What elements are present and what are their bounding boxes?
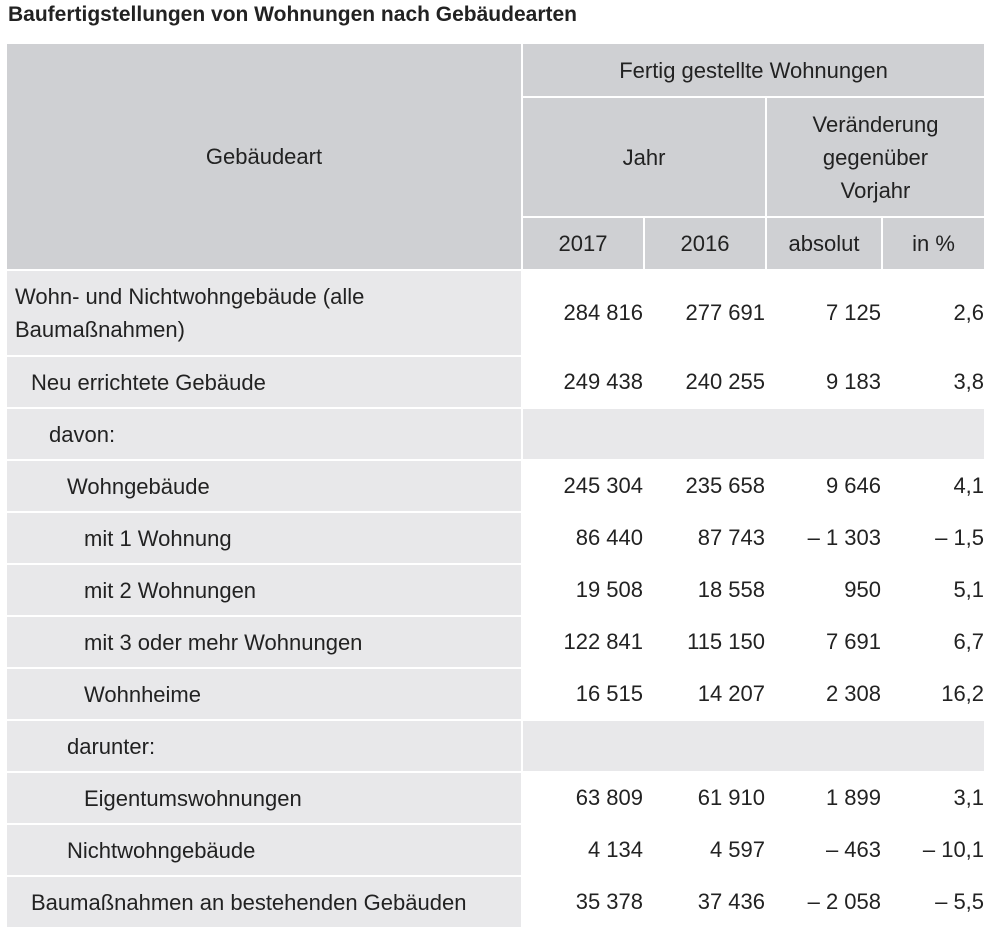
header-fertig-gestellte-wohnungen: Fertig gestellte Wohnungen — [523, 44, 984, 98]
cell-prozent: 3,1 — [883, 773, 984, 825]
cell-prozent: 16,2 — [883, 669, 984, 721]
header-2016: 2016 — [645, 218, 767, 271]
cell-2016: 61 910 — [645, 773, 767, 825]
section-row — [7, 721, 984, 773]
construction-table — [7, 44, 984, 929]
cell-absolut: – 2 058 — [767, 877, 883, 929]
cell-2016: 277 691 — [645, 271, 767, 357]
section-filler — [523, 721, 984, 773]
cell-absolut: 9 183 — [767, 357, 883, 409]
table-row — [7, 357, 984, 409]
cell-2016: 240 255 — [645, 357, 767, 409]
row-label: Wohn- und Nichtwohngebäude (alle Baumaßnahmen) — [7, 271, 523, 357]
cell-prozent: 6,7 — [883, 617, 984, 669]
cell-prozent: – 1,5 — [883, 513, 984, 565]
row-label: Eigentumswohnungen — [7, 773, 523, 825]
header-gebaeudeart: Gebäudeart — [7, 44, 523, 271]
cell-prozent: 4,1 — [883, 461, 984, 513]
section-label-darunter: darunter: — [7, 721, 523, 773]
cell-absolut: 7 125 — [767, 271, 883, 357]
cell-2016: 14 207 — [645, 669, 767, 721]
table-row — [7, 877, 984, 929]
cell-2017: 19 508 — [523, 565, 645, 617]
section-filler — [523, 409, 984, 461]
cell-absolut: 2 308 — [767, 669, 883, 721]
cell-absolut: – 463 — [767, 825, 883, 877]
table-row — [7, 773, 984, 825]
header-absolut: absolut — [767, 218, 883, 271]
cell-2017: 63 809 — [523, 773, 645, 825]
cell-prozent: 5,1 — [883, 565, 984, 617]
cell-absolut: – 1 303 — [767, 513, 883, 565]
row-label: mit 3 oder mehr Wohnungen — [7, 617, 523, 669]
section-row — [7, 409, 984, 461]
table-body — [7, 271, 984, 929]
table-row — [7, 513, 984, 565]
table-row — [7, 565, 984, 617]
cell-2017: 4 134 — [523, 825, 645, 877]
cell-2016: 235 658 — [645, 461, 767, 513]
cell-2016: 18 558 — [645, 565, 767, 617]
cell-prozent: – 5,5 — [883, 877, 984, 929]
row-label: Neu errichtete Gebäude — [7, 357, 523, 409]
cell-absolut: 7 691 — [767, 617, 883, 669]
cell-2016: 87 743 — [645, 513, 767, 565]
table-row — [7, 271, 984, 357]
header-2017: 2017 — [523, 218, 645, 271]
header-in-prozent: in % — [883, 218, 984, 271]
row-label: mit 2 Wohnungen — [7, 565, 523, 617]
header-veraenderung: Veränderung gegenüber Vorjahr — [767, 98, 984, 218]
cell-2017: 35 378 — [523, 877, 645, 929]
cell-2016: 4 597 — [645, 825, 767, 877]
row-label: Nichtwohngebäude — [7, 825, 523, 877]
row-label: mit 1 Wohnung — [7, 513, 523, 565]
cell-2017: 16 515 — [523, 669, 645, 721]
cell-prozent: 2,6 — [883, 271, 984, 357]
cell-prozent: 3,8 — [883, 357, 984, 409]
cell-prozent: – 10,1 — [883, 825, 984, 877]
cell-absolut: 950 — [767, 565, 883, 617]
section-label-davon: davon: — [7, 409, 523, 461]
row-label: Baumaßnahmen an bestehenden Gebäuden — [7, 877, 523, 929]
cell-2017: 245 304 — [523, 461, 645, 513]
cell-2017: 86 440 — [523, 513, 645, 565]
cell-2016: 37 436 — [645, 877, 767, 929]
table-row — [7, 617, 984, 669]
cell-absolut: 1 899 — [767, 773, 883, 825]
table-row — [7, 669, 984, 721]
cell-2016: 115 150 — [645, 617, 767, 669]
row-label: Wohngebäude — [7, 461, 523, 513]
row-label: Wohnheime — [7, 669, 523, 721]
table-row — [7, 825, 984, 877]
table-row — [7, 461, 984, 513]
table-header — [7, 44, 984, 271]
header-jahr: Jahr — [523, 98, 767, 218]
cell-absolut: 9 646 — [767, 461, 883, 513]
cell-2017: 249 438 — [523, 357, 645, 409]
table-title: Baufertigstellungen von Wohnungen nach Gebäudearten — [8, 3, 577, 26]
cell-2017: 122 841 — [523, 617, 645, 669]
cell-2017: 284 816 — [523, 271, 645, 357]
